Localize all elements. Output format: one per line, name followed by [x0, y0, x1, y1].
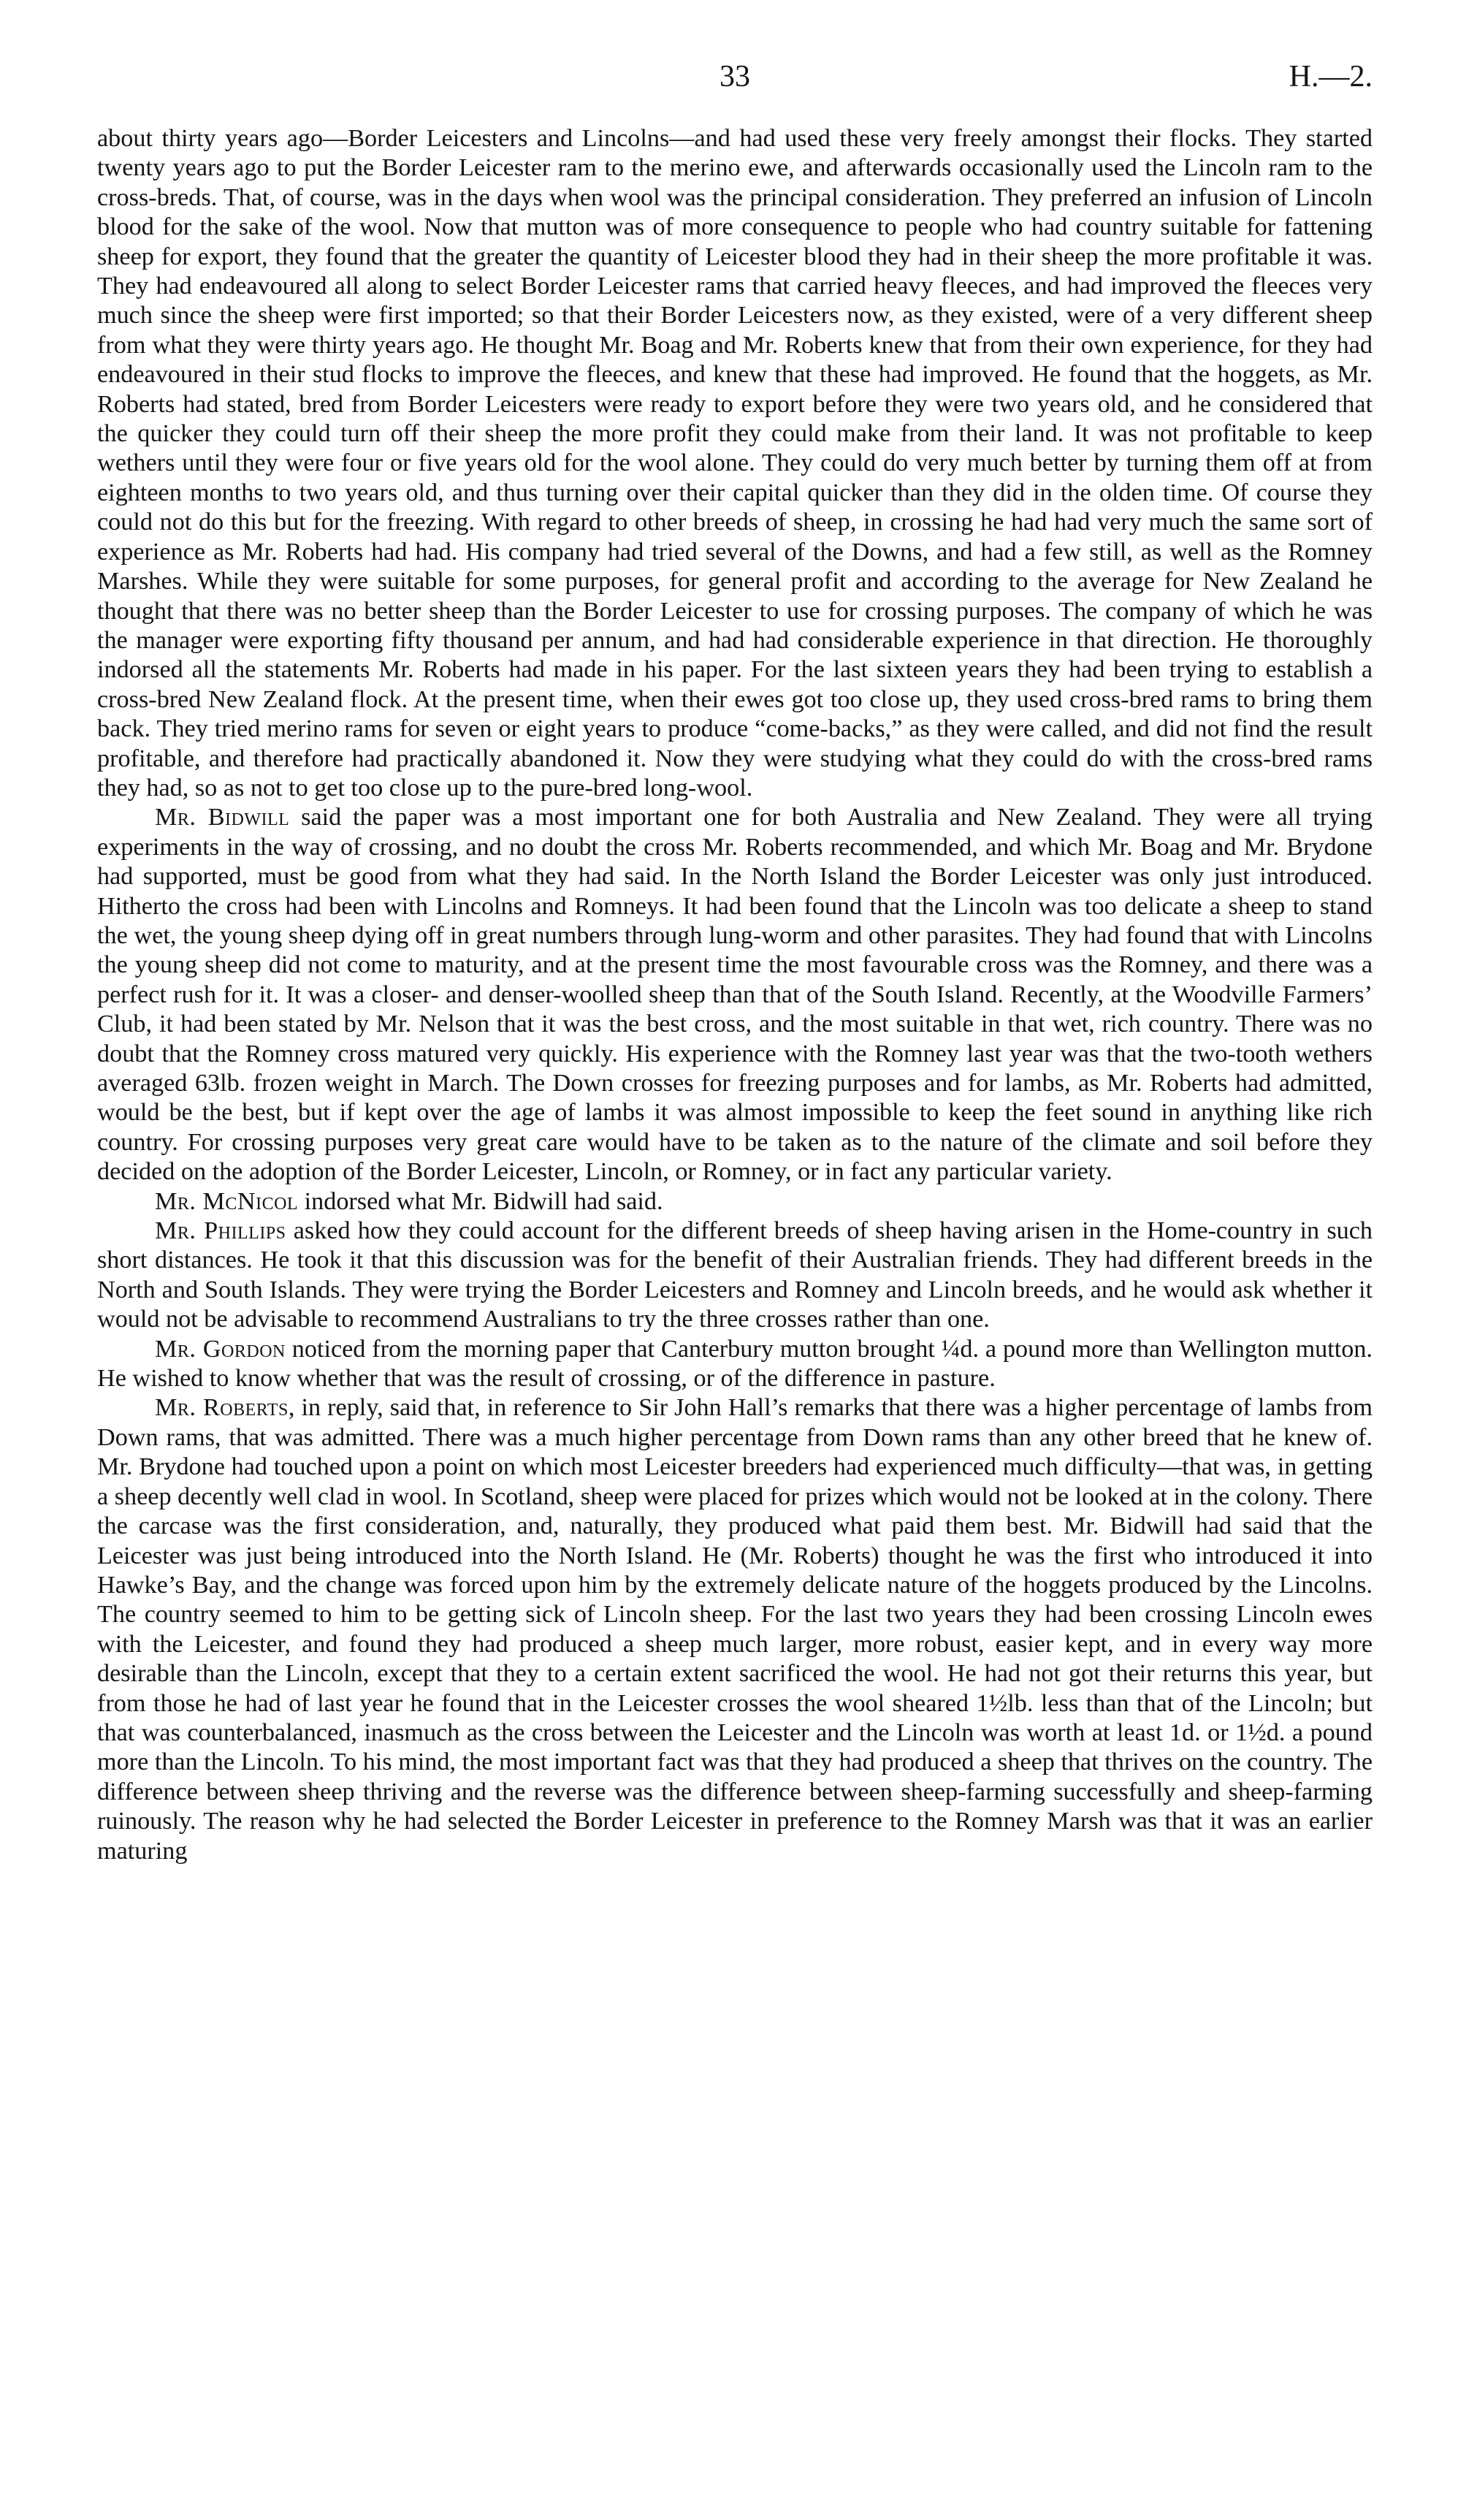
page-header — [97, 58, 1373, 110]
body-text — [97, 124, 1373, 1866]
paragraph-text: , in reply, said that, in reference to Sir John Hall’s remarks that there was a higher percentage of lambs from Down rams, that was admitted. There was a much higher percentage from Down rams than any other breed that he knew of. Mr. Brydone had touched upon a point on which most Leicester breeders had experienced much difficulty—that was, in getting a sheep decently well clad in wool. In Scotland, sheep were placed for prizes which would not be looked at in the colony. There the carcase was the first consideration, and, naturally, they produced what paid them best. Mr. Bidwill had said that the Leicester was just being introduced into the North Island. He (Mr. Roberts) thought he was the first who introduced it into Hawke’s Bay, and the change was forced upon him by the extremely delicate nature of the hoggets produced by the Lincolns. The country seemed to him to be getting sick of Lincoln sheep. For the last two years they had been crossing Lincoln ewes with the Leicester, and found they had produced a sheep much larger, more robust, easier kept, and in every way more desirable than the Lincoln, except that they to a certain extent sacrificed the wool. He had not got their returns this year, but from those he had of last year he found that in the Leicester crosses the wool sheared 1½lb. less than that of the Lincoln; but that was counterbalanced, inasmuch as the cross between the Leicester and the Lincoln was worth at least 1d. or 1½d. a pound more than the Lincoln. To his mind, the most important fact was that they had produced a sheep that thrives on the country. The difference between sheep thriving and the reverse was the difference between sheep-farming successfully and sheep-farming ruinously. The reason why he had selected the Border Leicester in preference to the Romney Marsh was that it was an earlier maturing — [97, 1394, 1373, 1865]
paragraph-bidwill — [97, 803, 1373, 1187]
paragraph-text: noticed from the morning paper that Canterbury mutton brought ¼d. a pound more than Wellington mutton. He wished to know whether that was the result of crossing, or of the difference in pasture. — [97, 1335, 1373, 1393]
document-code: H.—2. — [1289, 60, 1373, 94]
paragraph-phillips — [97, 1217, 1373, 1335]
paragraph-gordon — [97, 1335, 1373, 1394]
paragraph-mcnicol — [97, 1187, 1373, 1217]
paragraph-roberts — [97, 1393, 1373, 1866]
speaker-name: Mr. Roberts — [155, 1394, 289, 1422]
speaker-name: Mr. Phillips — [155, 1217, 286, 1245]
speaker-name: Mr. Gordon — [155, 1335, 286, 1363]
speaker-name: Mr. Bidwill — [155, 804, 290, 831]
paragraph-text: said the paper was a most important one for both Australia and New Zealand. They were all trying experiments in the way of crossing, and no doubt the cross Mr. Roberts recommended, and which Mr. Boag and Mr. Brydone had supported, must be good from what they had said. In the North Island the Border Leicester was only just introduced. Hitherto the cross had been with Lincolns and Romneys. It had been found that the Lincoln was too delicate a sheep to stand the wet, the young sheep dying off in great numbers through lung-worm and other parasites. They had found that with Lincolns the young sheep did not come to maturity, and at the present time the most favourable cross was the Romney, and there was a perfect rush for it. It was a closer- and denser-woolled sheep than that of the South Island. Recently, at the Woodville Farmers’ Club, it had been stated by Mr. Nelson that it was the best cross, and the most suitable in that wet, rich country. There was no doubt that the Romney cross matured very quickly. His experience with the Romney last year was that the two-tooth wethers averaged 63lb. frozen weight in March. The Down crosses for freezing purposes and for lambs, as Mr. Roberts had admitted, would be the best, but if kept over the age of lambs it was almost impossible to keep the feet sound in anything like rich country. For crossing purposes very great care would have to be taken as to the nature of the climate and soil before they decided on the adoption of the Border Leicester, Lincoln, or Romney, or in fact any particular variety. — [97, 804, 1373, 1186]
page-number: 33 — [720, 60, 750, 94]
paragraph-continuation — [97, 124, 1373, 803]
paragraph-text: about thirty years ago—Border Leicesters and Lincolns—and had used these very freely amongst their flocks. They started twenty years ago to put the Border Leicester ram to the merino ewe, and afterwards occasionally used the Lincoln ram to the cross-breds. That, of course, was in the days when wool was the principal consideration. They preferred an infusion of Lincoln blood for the sake of the wool. Now that mutton was of more consequence to people who had country suitable for fattening sheep for export, they found that the greater the quantity of Leicester blood they had in their sheep the more profitable it was. They had endeavoured all along to select Border Leicester rams that carried heavy fleeces, and had improved the fleeces very much since the sheep were first imported; so that their Border Leicesters now, as they existed, were of a very different sheep from what they were thirty years ago. He thought Mr. Boag and Mr. Roberts knew that from their own experience, for they had endeavoured in their stud flocks to improve the fleeces, and knew that these had improved. He found that the hoggets, as Mr. Roberts had stated, bred from Border Leicesters were ready to export before they were two years old, and he considered that the quicker they could turn off their sheep the more profit they could make from their land. It was not profitable to keep wethers until they were four or five years old for the wool alone. They could do very much better by turning them off at from eighteen months to two years old, and thus turning over their capital quicker than they did in the olden time. Of course they could not do this but for the freezing. With regard to other breeds of sheep, in crossing he had had very much the same sort of experience as Mr. Roberts had had. His company had tried several of the Downs, and had a few still, as well as the Romney Marshes. While they were suitable for some purposes, for general profit and according to the average for New Zealand he thought that there was no better sheep than the Border Leicester to use for crossing purposes. The company of which he was the manager were exporting fifty thousand per annum, and had had considerable experience in that direction. He thoroughly indorsed all the statements Mr. Roberts had made in his paper. For the last sixteen years they had been trying to establish a cross-bred New Zealand flock. At the present time, when their ewes got too close up, they used cross-bred rams to bring them back. They tried merino rams for seven or eight years to produce “come-backs,” as they were called, and did not find the result profitable, and therefore had practically abandoned it. Now they were studying what they could do with the cross-bred rams they had, so as not to get too close up to the pure-bred long-wool. — [97, 125, 1373, 802]
paragraph-text: indorsed what Mr. Bidwill had said. — [298, 1187, 663, 1215]
speaker-name: Mr. McNicol — [155, 1187, 299, 1215]
paragraph-text: asked how they could account for the different breeds of sheep having arisen in the Home-country in such short distances. He took it that this discussion was for the benefit of their Australian friends. They had different breeds in the North and South Islands. They were trying the Border Leicesters and Romney and Lincoln breeds, and he would ask whether it would not be advisable to recommend Australians to try the three crosses rather than one. — [97, 1217, 1373, 1333]
document-page — [97, 58, 1373, 1866]
